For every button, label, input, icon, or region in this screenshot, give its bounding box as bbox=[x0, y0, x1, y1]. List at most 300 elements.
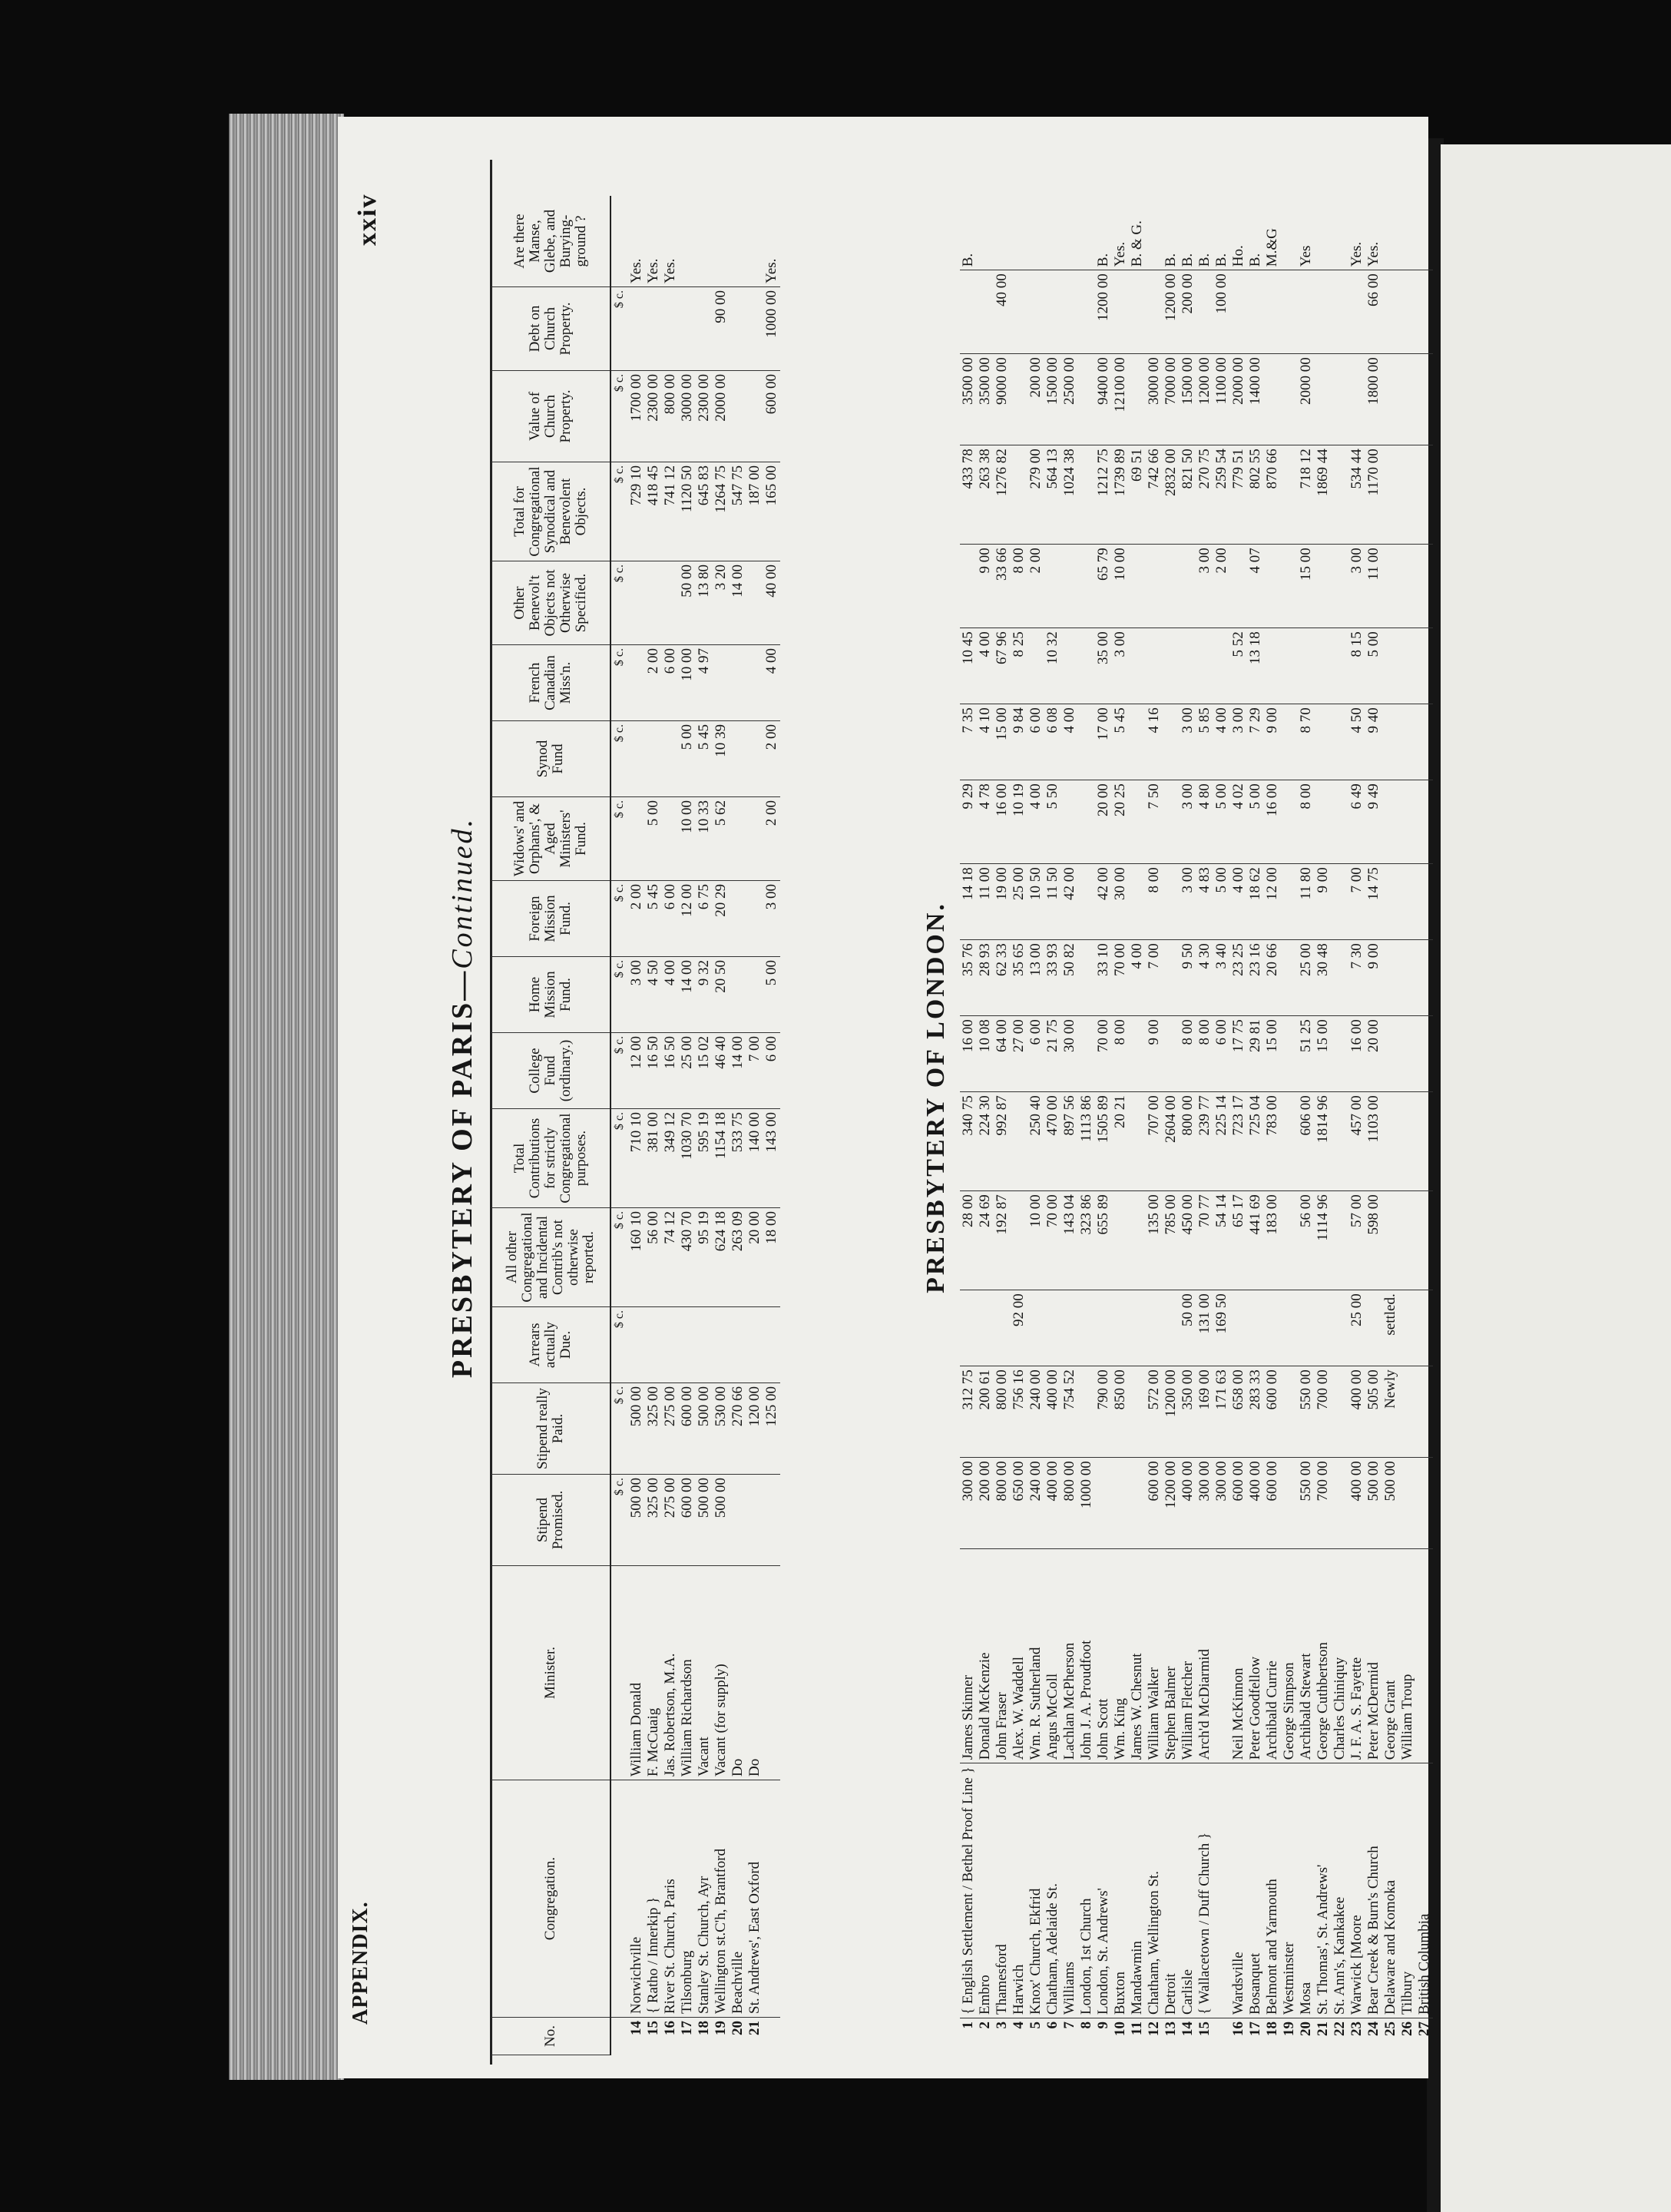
london-row bbox=[1163, 179, 1180, 2055]
value-cell: 547 75 bbox=[730, 462, 746, 561]
value-cell bbox=[730, 645, 746, 721]
value-cell bbox=[1044, 179, 1061, 270]
congregation-cell: { English Settlement / Bethel Proof Line } bbox=[960, 1763, 977, 2018]
london-row bbox=[1044, 179, 1061, 2055]
value-cell: 4 78 bbox=[977, 780, 994, 864]
london-row bbox=[1264, 179, 1281, 2055]
value-cell bbox=[662, 561, 679, 645]
value-cell: 300 00 bbox=[1213, 1458, 1230, 1549]
unit-cell: $ c. bbox=[610, 1109, 628, 1208]
paris-row bbox=[713, 196, 730, 2055]
minister-cell: Lachlan McPherson bbox=[1061, 1549, 1078, 1763]
london-row bbox=[1061, 179, 1078, 2055]
value-cell: 240 00 bbox=[1027, 1458, 1044, 1549]
value-cell: 64 00 bbox=[994, 1016, 1011, 1092]
value-cell: 470 00 bbox=[1044, 1092, 1061, 1191]
value-cell: 23 25 bbox=[1230, 940, 1247, 1016]
value-cell: 7 50 bbox=[1146, 780, 1163, 864]
london-row bbox=[1095, 179, 1112, 2055]
value-cell bbox=[1382, 445, 1399, 545]
value-cell: 1700 00 bbox=[628, 371, 645, 462]
value-cell bbox=[1146, 545, 1163, 628]
column-header: Total Contributions for strictly Congregational purposes. bbox=[491, 1109, 610, 1208]
value-cell: 5 00 bbox=[1365, 628, 1382, 704]
value-cell bbox=[1332, 1191, 1348, 1290]
value-cell: 42 00 bbox=[1095, 864, 1112, 940]
value-cell: 15 02 bbox=[696, 1033, 713, 1109]
value-cell: 700 00 bbox=[1315, 1366, 1332, 1458]
value-cell: 6 08 bbox=[1044, 704, 1061, 780]
value-cell: 25 00 bbox=[679, 1033, 696, 1109]
value-cell: 29 81 bbox=[1247, 1016, 1264, 1092]
value-cell: 530 00 bbox=[713, 1383, 730, 1475]
paris-row bbox=[662, 196, 679, 2055]
unit-cell: $ c. bbox=[610, 287, 628, 371]
value-cell: 13 18 bbox=[1247, 628, 1264, 704]
value-cell bbox=[1315, 1290, 1332, 1366]
value-cell bbox=[1163, 780, 1180, 864]
value-cell: Yes. bbox=[763, 196, 780, 287]
value-cell: 20 00 bbox=[746, 1208, 763, 1307]
congregation-cell: St. Thomas', St. Andrews' bbox=[1315, 1763, 1332, 2018]
minister-cell: George Cuthbertson bbox=[1315, 1549, 1332, 1763]
minister-cell: John Scott bbox=[1095, 1549, 1112, 1763]
value-cell: 800 00 bbox=[994, 1366, 1011, 1458]
value-cell bbox=[628, 561, 645, 645]
london-row bbox=[1348, 179, 1365, 2055]
congregation-cell: Beachville bbox=[730, 1780, 746, 2018]
value-cell bbox=[1298, 628, 1315, 704]
value-cell: 69 51 bbox=[1129, 445, 1146, 545]
value-cell: 729 10 bbox=[628, 462, 645, 561]
value-cell: 707 00 bbox=[1146, 1092, 1163, 1191]
value-cell: 381 00 bbox=[645, 1109, 662, 1208]
value-cell: Ho. bbox=[1230, 179, 1247, 270]
value-cell: 3 00 bbox=[763, 881, 780, 957]
value-cell: 33 93 bbox=[1044, 940, 1061, 1016]
value-cell: 4 83 bbox=[1196, 864, 1213, 940]
value-cell: 187 00 bbox=[746, 462, 763, 561]
value-cell bbox=[1129, 1290, 1146, 1366]
value-cell: 624 18 bbox=[713, 1208, 730, 1307]
value-cell: 7 00 bbox=[746, 1033, 763, 1109]
value-cell bbox=[960, 1290, 977, 1366]
value-cell: 70 00 bbox=[1112, 940, 1129, 1016]
minister-cell: Do bbox=[730, 1566, 746, 1780]
value-cell bbox=[1399, 354, 1416, 445]
value-cell: 3 00 bbox=[628, 957, 645, 1033]
congregation-cell: Williams bbox=[1061, 1763, 1078, 2018]
value-cell: 300 00 bbox=[960, 1458, 977, 1549]
value-cell: 35 76 bbox=[960, 940, 977, 1016]
value-cell bbox=[1281, 628, 1298, 704]
value-cell: 600 00 bbox=[763, 371, 780, 462]
value-cell: 600 00 bbox=[679, 1475, 696, 1566]
value-cell bbox=[662, 287, 679, 371]
value-cell: 25 00 bbox=[1011, 864, 1027, 940]
value-cell bbox=[1112, 1290, 1129, 1366]
value-cell: 441 69 bbox=[1247, 1191, 1264, 1290]
value-cell: 200 00 bbox=[977, 1458, 994, 1549]
value-cell bbox=[1399, 1016, 1416, 1092]
value-cell: 28 93 bbox=[977, 940, 994, 1016]
value-cell: 131 00 bbox=[1196, 1290, 1213, 1366]
row-number: 4 bbox=[1011, 2022, 1027, 2029]
unit-cell: $ c. bbox=[610, 797, 628, 881]
value-cell bbox=[1281, 1458, 1298, 1549]
value-cell bbox=[1146, 628, 1163, 704]
value-cell bbox=[1095, 1290, 1112, 1366]
value-cell: 11 80 bbox=[1298, 864, 1315, 940]
value-cell: 51 25 bbox=[1298, 1016, 1315, 1092]
value-cell bbox=[1027, 270, 1044, 354]
value-cell: 11 00 bbox=[977, 864, 994, 940]
value-cell bbox=[1332, 1290, 1348, 1366]
value-cell: 5 00 bbox=[645, 797, 662, 881]
value-cell bbox=[1078, 704, 1095, 780]
row-number bbox=[763, 2018, 780, 2055]
row-number: 2 bbox=[977, 2022, 993, 2029]
value-cell bbox=[1011, 179, 1027, 270]
value-cell: 600 00 bbox=[1146, 1458, 1163, 1549]
row-number: 14 bbox=[1180, 2022, 1196, 2036]
paris-title-suffix: Continued. bbox=[446, 816, 478, 969]
london-title: PRESBYTERY OF LONDON. bbox=[922, 902, 950, 1293]
value-cell: 5 00 bbox=[763, 957, 780, 1033]
value-cell bbox=[1315, 704, 1332, 780]
value-cell bbox=[1112, 1458, 1129, 1549]
value-cell: 5 00 bbox=[1247, 780, 1264, 864]
london-row bbox=[1230, 179, 1247, 2055]
minister-cell: James W. Chesnut bbox=[1129, 1549, 1146, 1763]
value-cell bbox=[1163, 864, 1180, 940]
value-cell: 500 00 bbox=[628, 1475, 645, 1566]
value-cell: 400 00 bbox=[1348, 1366, 1365, 1458]
value-cell: 2000 00 bbox=[1298, 354, 1315, 445]
value-cell: 70 77 bbox=[1196, 1191, 1213, 1290]
value-cell bbox=[1416, 628, 1433, 704]
congregation-cell: Detroit bbox=[1163, 1763, 1180, 2018]
column-header: French Canadian Miss'n. bbox=[491, 645, 610, 721]
congregation-cell: British Columbia bbox=[1416, 1763, 1433, 2018]
value-cell: 7 35 bbox=[960, 704, 977, 780]
row-number: 5 bbox=[1027, 2022, 1044, 2029]
value-cell bbox=[1095, 1458, 1112, 1549]
column-header: Stipend Promised. bbox=[491, 1475, 610, 1566]
value-cell: 785 00 bbox=[1163, 1191, 1180, 1290]
row-number: 9 bbox=[1095, 2022, 1111, 2029]
value-cell: settled. bbox=[1382, 1290, 1399, 1366]
value-cell: 600 00 bbox=[1264, 1458, 1281, 1549]
value-cell: 9 49 bbox=[1365, 780, 1382, 864]
minister-cell: Neil McKinnon bbox=[1230, 1549, 1247, 1763]
value-cell: 1869 44 bbox=[1315, 445, 1332, 545]
value-cell: B. & G. bbox=[1129, 179, 1146, 270]
column-header: Congregation. bbox=[491, 1780, 610, 2018]
value-cell bbox=[1382, 179, 1399, 270]
value-cell: 20 00 bbox=[1365, 1016, 1382, 1092]
value-cell bbox=[730, 287, 746, 371]
value-cell: 312 75 bbox=[960, 1366, 977, 1458]
value-cell: 821 50 bbox=[1180, 445, 1196, 545]
value-cell: 3 00 bbox=[1230, 704, 1247, 780]
congregation-cell: St. Andrews', East Oxford bbox=[746, 1780, 763, 2018]
value-cell bbox=[1281, 1016, 1298, 1092]
value-cell bbox=[1078, 628, 1095, 704]
value-cell: 33 66 bbox=[994, 545, 1011, 628]
value-cell bbox=[1399, 1191, 1416, 1290]
value-cell bbox=[1382, 864, 1399, 940]
value-cell: Yes. bbox=[1112, 179, 1129, 270]
value-cell: 9 40 bbox=[1365, 704, 1382, 780]
value-cell: 14 00 bbox=[730, 1033, 746, 1109]
london-row bbox=[1247, 179, 1264, 2055]
value-cell: 325 00 bbox=[645, 1475, 662, 1566]
value-cell: 18 62 bbox=[1247, 864, 1264, 940]
paris-row bbox=[628, 196, 645, 2055]
value-cell: 4 97 bbox=[696, 645, 713, 721]
value-cell: 12 00 bbox=[679, 881, 696, 957]
row-number: 15 bbox=[1196, 2022, 1213, 2036]
value-cell: 14 75 bbox=[1365, 864, 1382, 940]
value-cell bbox=[1416, 1366, 1433, 1458]
value-cell: 756 16 bbox=[1011, 1366, 1027, 1458]
value-cell: 1800 00 bbox=[1365, 354, 1382, 445]
congregation-cell: Delaware and Komoka bbox=[1382, 1763, 1399, 2018]
value-cell: 606 00 bbox=[1298, 1092, 1315, 1191]
value-cell: 800 00 bbox=[994, 1458, 1011, 1549]
minister-cell: Wm. King bbox=[1112, 1549, 1129, 1763]
row-number bbox=[1213, 2018, 1230, 2056]
value-cell bbox=[1061, 545, 1078, 628]
value-cell: 90 00 bbox=[713, 287, 730, 371]
value-cell: 400 00 bbox=[1180, 1458, 1196, 1549]
value-cell: 160 10 bbox=[628, 1208, 645, 1307]
value-cell: 600 00 bbox=[679, 1383, 696, 1475]
value-cell bbox=[1163, 704, 1180, 780]
value-cell bbox=[628, 721, 645, 797]
value-cell bbox=[1129, 545, 1146, 628]
minister-cell: George Grant bbox=[1382, 1549, 1399, 1763]
value-cell bbox=[746, 287, 763, 371]
value-cell: 135 00 bbox=[1146, 1191, 1163, 1290]
value-cell: 40 00 bbox=[763, 561, 780, 645]
value-cell bbox=[1129, 1092, 1146, 1191]
value-cell: 500 00 bbox=[696, 1383, 713, 1475]
value-cell: 10 33 bbox=[696, 797, 713, 881]
value-cell bbox=[1315, 628, 1332, 704]
value-cell: 16 00 bbox=[1348, 1016, 1365, 1092]
value-cell: 3000 00 bbox=[679, 371, 696, 462]
value-cell bbox=[1416, 270, 1433, 354]
value-cell bbox=[1332, 780, 1348, 864]
paris-title-main: PRESBYTERY OF PARIS— bbox=[446, 969, 478, 1379]
value-cell bbox=[1078, 545, 1095, 628]
value-cell bbox=[746, 561, 763, 645]
value-cell: 7 00 bbox=[1348, 864, 1365, 940]
value-cell: Yes. bbox=[662, 196, 679, 287]
value-cell bbox=[1264, 1290, 1281, 1366]
congregation-cell: Wellington st.C'h, Brantford bbox=[713, 1780, 730, 2018]
rotated-right-content bbox=[1441, 144, 1671, 2212]
value-cell: 500 00 bbox=[1382, 1458, 1399, 1549]
value-cell: 870 66 bbox=[1264, 445, 1281, 545]
congregation-cell: Tilsonburg bbox=[679, 1780, 696, 2018]
value-cell bbox=[1382, 270, 1399, 354]
value-cell: 655 89 bbox=[1095, 1191, 1112, 1290]
value-cell: 14 00 bbox=[730, 561, 746, 645]
value-cell: 8 25 bbox=[1011, 628, 1027, 704]
value-cell: 5 85 bbox=[1196, 704, 1213, 780]
value-cell: 10 00 bbox=[1027, 1191, 1044, 1290]
row-number: 13 bbox=[1163, 2022, 1179, 2036]
value-cell: 100 00 bbox=[1213, 270, 1230, 354]
value-cell: 457 00 bbox=[1348, 1092, 1365, 1191]
value-cell bbox=[713, 1307, 730, 1383]
column-header: Debt on Church Property. bbox=[491, 287, 610, 371]
value-cell: 1000 00 bbox=[1078, 1458, 1095, 1549]
value-cell bbox=[1416, 1016, 1433, 1092]
value-cell bbox=[696, 196, 713, 287]
value-cell: 600 00 bbox=[1264, 1366, 1281, 1458]
minister-cell: F. McCuaig bbox=[645, 1566, 662, 1780]
value-cell bbox=[1146, 179, 1163, 270]
value-cell: 1000 00 bbox=[763, 287, 780, 371]
value-cell: 5 62 bbox=[713, 797, 730, 881]
minister-cell: Donald McKenzie bbox=[977, 1549, 994, 1763]
value-cell bbox=[1281, 179, 1298, 270]
value-cell bbox=[1078, 1016, 1095, 1092]
unit-cell: $ c. bbox=[610, 561, 628, 645]
value-cell bbox=[1078, 940, 1095, 1016]
value-cell bbox=[713, 196, 730, 287]
row-number: 11 bbox=[1129, 2022, 1145, 2035]
value-cell: 12 00 bbox=[1264, 864, 1281, 940]
value-cell: 9 84 bbox=[1011, 704, 1027, 780]
london-row bbox=[1213, 179, 1230, 2055]
value-cell: 5 00 bbox=[1213, 780, 1230, 864]
value-cell: 17 00 bbox=[1095, 704, 1112, 780]
value-cell bbox=[1112, 1191, 1129, 1290]
value-cell: 57 00 bbox=[1348, 1191, 1365, 1290]
value-cell: 11 50 bbox=[1044, 864, 1061, 940]
value-cell: 4 00 bbox=[763, 645, 780, 721]
unit-cell: $ c. bbox=[610, 371, 628, 462]
congregation-cell: Chatham, Adelaide St. bbox=[1044, 1763, 1061, 2018]
value-cell bbox=[1078, 864, 1095, 940]
minister-cell: Peter McDermid bbox=[1365, 1549, 1382, 1763]
column-header: Home Mission Fund. bbox=[491, 957, 610, 1033]
value-cell: 3 00 bbox=[1180, 780, 1196, 864]
value-cell: 250 40 bbox=[1027, 1092, 1044, 1191]
value-cell bbox=[1382, 545, 1399, 628]
value-cell: Yes. bbox=[1365, 179, 1382, 270]
value-cell: 325 00 bbox=[645, 1383, 662, 1475]
value-cell: 14 00 bbox=[679, 957, 696, 1033]
value-cell bbox=[994, 1290, 1011, 1366]
value-cell: 10 00 bbox=[1112, 545, 1129, 628]
value-cell bbox=[1332, 940, 1348, 1016]
value-cell bbox=[696, 1307, 713, 1383]
value-cell: 2 00 bbox=[645, 645, 662, 721]
value-cell: 15 00 bbox=[994, 704, 1011, 780]
unit-cell bbox=[610, 1780, 628, 2018]
value-cell bbox=[1332, 1016, 1348, 1092]
value-cell bbox=[1027, 179, 1044, 270]
value-cell: 400 00 bbox=[1348, 1458, 1365, 1549]
minister-cell: Do bbox=[746, 1566, 763, 1780]
value-cell: 2832 00 bbox=[1163, 445, 1180, 545]
value-cell: Yes. bbox=[1348, 179, 1365, 270]
value-cell: 4 00 bbox=[1061, 704, 1078, 780]
value-cell bbox=[1416, 545, 1433, 628]
value-cell bbox=[1281, 864, 1298, 940]
value-cell bbox=[746, 957, 763, 1033]
value-cell: 323 86 bbox=[1078, 1191, 1095, 1290]
value-cell bbox=[1163, 940, 1180, 1016]
column-header: Foreign Mission Fund. bbox=[491, 881, 610, 957]
value-cell: 645 83 bbox=[696, 462, 713, 561]
paris-row bbox=[730, 196, 746, 2055]
value-cell: 400 00 bbox=[1044, 1366, 1061, 1458]
value-cell bbox=[730, 1307, 746, 1383]
value-cell bbox=[1416, 445, 1433, 545]
value-cell bbox=[1180, 628, 1196, 704]
row-number: 21 bbox=[746, 2021, 763, 2035]
value-cell: 1212 75 bbox=[1095, 445, 1112, 545]
value-cell: 7000 00 bbox=[1163, 354, 1180, 445]
row-number: 6 bbox=[1044, 2022, 1061, 2029]
value-cell: 6 75 bbox=[696, 881, 713, 957]
value-cell: 2 00 bbox=[628, 881, 645, 957]
value-cell: 433 78 bbox=[960, 445, 977, 545]
value-cell: 270 66 bbox=[730, 1383, 746, 1475]
value-cell bbox=[763, 1475, 780, 1566]
minister-cell: Angus McColl bbox=[1044, 1549, 1061, 1763]
value-cell: 20 21 bbox=[1112, 1092, 1129, 1191]
row-number: 15 bbox=[645, 2021, 661, 2035]
value-cell bbox=[1247, 270, 1264, 354]
value-cell: 95 19 bbox=[696, 1208, 713, 1307]
unit-cell bbox=[610, 1566, 628, 1780]
value-cell bbox=[1399, 1290, 1416, 1366]
value-cell bbox=[1382, 354, 1399, 445]
value-cell: 430 70 bbox=[679, 1208, 696, 1307]
value-cell: B. bbox=[1163, 179, 1180, 270]
value-cell bbox=[1399, 1092, 1416, 1191]
value-cell: 1100 00 bbox=[1213, 354, 1230, 445]
value-cell: 3500 00 bbox=[960, 354, 977, 445]
value-cell bbox=[1129, 780, 1146, 864]
value-cell: 140 00 bbox=[746, 1109, 763, 1208]
value-cell: 4 16 bbox=[1146, 704, 1163, 780]
value-cell: 2300 00 bbox=[696, 371, 713, 462]
value-cell: 25 00 bbox=[1348, 1290, 1365, 1366]
value-cell: 6 00 bbox=[763, 1033, 780, 1109]
value-cell bbox=[746, 1307, 763, 1383]
column-header: Other Benevol't Objects not Otherwise Specified. bbox=[491, 561, 610, 645]
value-cell bbox=[1011, 1191, 1027, 1290]
congregation-cell: Belmont and Yarmouth bbox=[1264, 1763, 1281, 2018]
value-cell bbox=[1416, 1290, 1433, 1366]
running-head: APPENDIX. bbox=[349, 1901, 372, 2025]
value-cell bbox=[1281, 545, 1298, 628]
minister-cell: Archibald Currie bbox=[1264, 1549, 1281, 1763]
congregation-cell: St. Ann's, Kankakee bbox=[1332, 1763, 1348, 2018]
value-cell: 742 66 bbox=[1146, 445, 1163, 545]
value-cell bbox=[1399, 780, 1416, 864]
value-cell: 12 00 bbox=[628, 1033, 645, 1109]
